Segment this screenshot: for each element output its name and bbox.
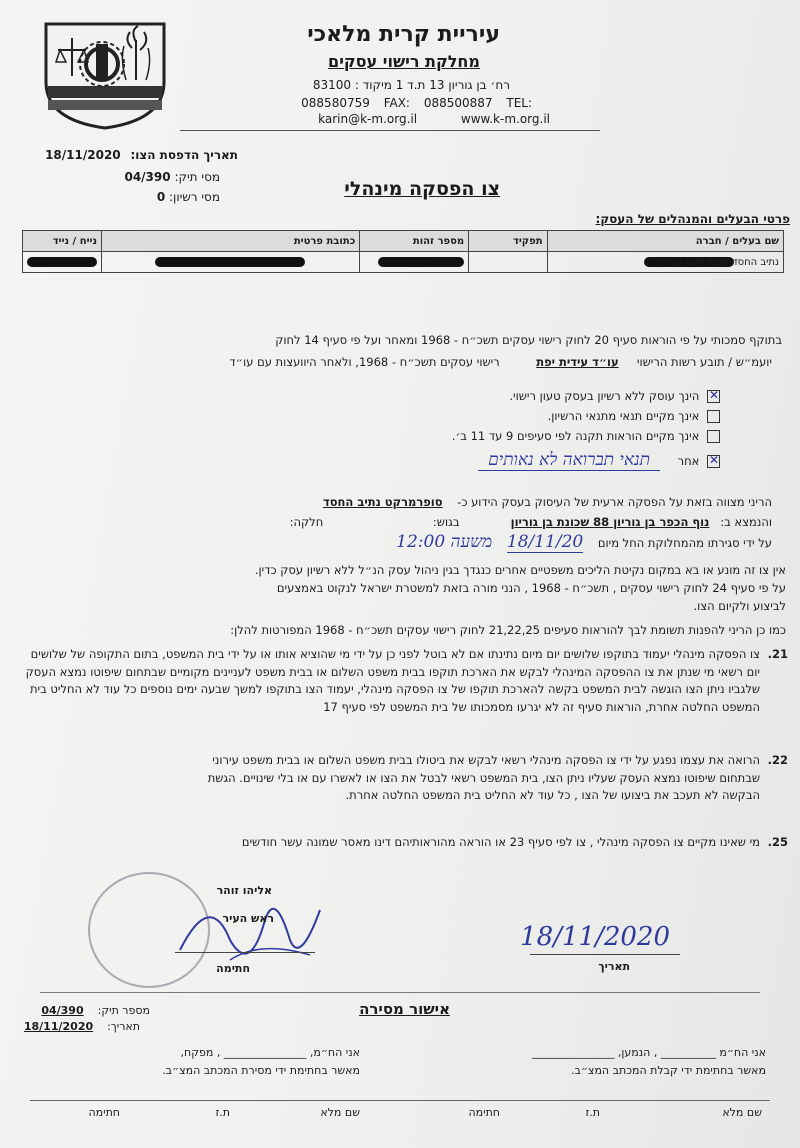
delivery-file (41, 1004, 150, 1017)
recipient-line-1: אני הח״מ __________ , הנמען, _______________ (531, 1046, 766, 1059)
business-address: נוף הכפר בן גוריון 88 שכונת בן גוריון (510, 515, 710, 529)
license-no-label: מסי רשיון: (169, 190, 220, 204)
redaction-mark (378, 257, 464, 267)
handwritten-closure-time: משעה 12:00 (396, 532, 493, 552)
owner-cell (547, 252, 783, 273)
file-no-label: מסי תיק: (174, 170, 220, 184)
authority-line-2-text: רישוי עסקים תשכ״ח - 1968, ולאחר היוועצות עם עו״ד (229, 355, 500, 369)
clause-25 (20, 834, 788, 852)
address-cell (102, 252, 360, 273)
date-label: תאריך (598, 960, 630, 973)
print-date (45, 148, 238, 162)
section-divider (40, 992, 760, 993)
clause-21 (20, 646, 788, 716)
license-number (151, 190, 220, 204)
helka-label: חלקה: (289, 515, 324, 529)
municipality-name: עיריית קרית מלאכי (307, 22, 500, 47)
footer-inspector-signature: חתימה (88, 1106, 120, 1119)
email: karin@k-m.org.il (318, 112, 418, 126)
attention-line: כמו כן הריני להפנות תשומת לבך להוראות סעיפים 21,22,25 לחוק רישוי עסקים תשכ״ח - 1968 המפורטות להלן: (230, 623, 786, 637)
fax-label: FAX: (383, 96, 410, 110)
signature-line (175, 952, 315, 953)
delivery-file-value: 04/390 (41, 1004, 84, 1017)
header-rule (180, 130, 600, 131)
clause-number: 25. (767, 835, 788, 849)
footer-recipient-signature: חתימה (468, 1106, 500, 1119)
redaction-mark (27, 257, 97, 267)
print-date-value: 18/11/2020 (45, 148, 121, 162)
business-name: סופרמרקט נתיב החסד (322, 495, 443, 509)
check-label: אינך מקיים הוראות תקנה לפי סעיפים 9 עד 11 ב׳. (451, 429, 700, 443)
contact-web (278, 112, 550, 126)
tel-label: TEL: (506, 96, 532, 110)
closure-label: על ידי סגירתו מהמחלוקת החל מיום (597, 536, 772, 550)
fax-value: 088580759 (301, 96, 370, 110)
contact-phones (291, 96, 532, 110)
prevent-line-2: על פי סעיף 24 לחוק רישוי עסקים , תשכ״ח - 1968 , הנני מורה בזאת למשטרת ישראל לנקוט באמצעים (276, 581, 786, 595)
col-address: כתובת פרטית (102, 231, 360, 252)
inspector-line-2: מאשר בחתימת ידי מסירת המכתב המצ״ב. (162, 1064, 360, 1077)
delivery-title: אישור מסירה (359, 1000, 450, 1018)
check-label: הינך עוסק ללא רשיון בעסק טעון רישוי. (509, 389, 700, 403)
prevent-line-3: לביצוע ולקיום הצו. (693, 599, 786, 613)
municipality-emblem-icon (40, 20, 170, 130)
tel-value: 088500887 (423, 96, 493, 110)
mayor-name: אליהו זוהר (216, 884, 272, 897)
inspector-line-1: אני הח״מ, _______________ , מפקח, (180, 1046, 360, 1059)
located-label: והנמצא ב: (720, 515, 772, 529)
check-item-license-terms (548, 408, 720, 425)
check-label: אינך מקיים תנאי מתנאי הרשיון. (547, 409, 700, 423)
order-line-1 (323, 494, 772, 511)
checkbox-checked[interactable] (707, 455, 720, 468)
clause-text: הרואה את עצמו נפגע על ידי צו הפסקה מינהלי רשאי לבקש את ביטולו בבית משפט השלום או בבית משפט עירוני שבתחום שיפוטו נמצא העסק שעליו ניתן הצו, בית המשפט רשאי לבטל את הצו או לאשרו עם או בלי שינויים. הגשת הבקשה לא תעכב את ביצועו של הצו , כל עוד לא החליט בית המשפט החלטה אחרת. (207, 753, 760, 802)
footer-recipient-id: ת.ז (585, 1106, 600, 1119)
delivery-date-label: תאריך: (107, 1020, 140, 1033)
date-line (530, 954, 680, 955)
table-row (23, 252, 784, 273)
clause-22 (200, 752, 788, 805)
footer-signature-line (30, 1100, 770, 1101)
authority-counsel-role: יועמ״ש / תובע רשות הרישוי (636, 355, 772, 369)
handwritten-other-reason: תנאי תברואה לא נאותים (478, 450, 660, 471)
file-number (118, 170, 220, 184)
order-line-3 (396, 534, 772, 552)
recipient-line-2: מאשר בחתימת ידי קבלת המכתב המצ״ב. (570, 1064, 766, 1077)
website: www.k-m.org.il (460, 112, 550, 126)
lawyer-name: עו״ד עידית יפת (536, 355, 619, 369)
role-cell (469, 252, 547, 273)
mayor-title: ראש העיר (222, 912, 274, 925)
footer-inspector-id: ת.ז (215, 1106, 230, 1119)
phone-cell (23, 252, 102, 273)
file-no-value: 04/390 (124, 170, 171, 184)
check-item-regulations (452, 428, 720, 445)
clause-text: מי שאינו מקיים צו הפסקה מינהלי , צו לפי סעיף 23 או הוראה מהוראותיהם דינו מאסר שמונה עשר חודשים (241, 835, 760, 849)
authority-line-1: בתוקף סמכותי על פי הוראות סעיף 20 לחוק רישוי עסקים תשכ״ח - 1968 ומאחר ועל פי סעיף 14 לחוק (275, 333, 782, 347)
checkbox-unchecked[interactable] (707, 430, 720, 443)
redaction-mark (155, 257, 305, 267)
handwritten-sign-date: 18/11/2020 (520, 922, 670, 952)
clause-number: 22. (767, 753, 788, 767)
col-phone: נייח / נייד (23, 231, 102, 252)
owners-table (22, 230, 784, 273)
table-header-row (23, 231, 784, 252)
check-item-other (478, 452, 720, 470)
footer-recipient-name: שם מלא (722, 1106, 762, 1119)
checkbox-checked[interactable] (707, 390, 720, 403)
check-item-no-license (509, 388, 720, 405)
prevent-line-1: אין צו זה מונע או בא במקום נקיטת הליכים משפטיים אחרים כנגדך בגין ניהול עסק הנ״ל ללא רשיון עסק כדין. (254, 563, 786, 577)
document-title: צו הפסקה מינהלי (344, 178, 500, 200)
col-role: תפקיד (469, 231, 547, 252)
clause-number: 21. (767, 647, 788, 661)
delivery-file-label: מספר תיק: (97, 1004, 150, 1017)
license-no-value: 0 (156, 190, 166, 204)
print-date-label: תאריך הדפסת הצו: (130, 148, 238, 162)
check-label: אחר (677, 454, 700, 468)
municipality-address: רח׳ בן גוריון 13 ת.ד 1 מיקוד : 83100 (312, 78, 510, 92)
department-name: מחלקת רישוי עסקים (328, 52, 480, 71)
gush-label: בגוש: (432, 515, 460, 529)
col-owner: שם בעלים / חברה (547, 231, 783, 252)
handwritten-closure-date: 18/11/20 (506, 532, 584, 552)
order-text: הריני מצווה בזאת על הפסקה ארעית של העיסוק בעסק הידוע כ- (457, 495, 772, 509)
footer-inspector-name: שם מלא (320, 1106, 360, 1119)
col-id: מספר זהות (360, 231, 469, 252)
owners-heading: פרטי הבעלים והמנהלים של העסק: (595, 212, 790, 226)
clause-text: צו הפסקה מינהלי יעמוד בתוקפו שלושים יום מיום נתינתו אם לא בוטל לפני כן על ידי מי שהוציא אותו או על ידי בית המשפט, בתום התקופה של שלושים יום רשאי מי שנתן את צו ההפסקה המינהלי לבקש את הארכת תוקפו בבית משפט השלום או בבית משפט לעניינים מקומיים שבתחום שיפוטו נמצא העסק שלגביו ניתן הצו הוגשה לבית המשפט בקשה להארכת תוקפו של צו הפסקה מינהלי, יעמוד הצו בתוקפו למשך שבעה ימים נוספים כל עוד לא החליט בית המשפט החלטה אחרת, הוראות סעיף זה לא יגרעו מסמכותו של בית המשפט לפי סעיף 17 (25, 647, 760, 714)
owner-name: נתיב החסד-סופר חסד בע״מ (657, 256, 779, 268)
delivery-date-value: 18/11/2020 (23, 1020, 94, 1033)
id-cell (360, 252, 469, 273)
delivery-date (24, 1020, 140, 1033)
signature-label: חתימה (216, 962, 250, 975)
authority-line-2 (229, 354, 772, 371)
checkbox-unchecked[interactable] (707, 410, 720, 423)
order-line-2 (290, 514, 772, 531)
